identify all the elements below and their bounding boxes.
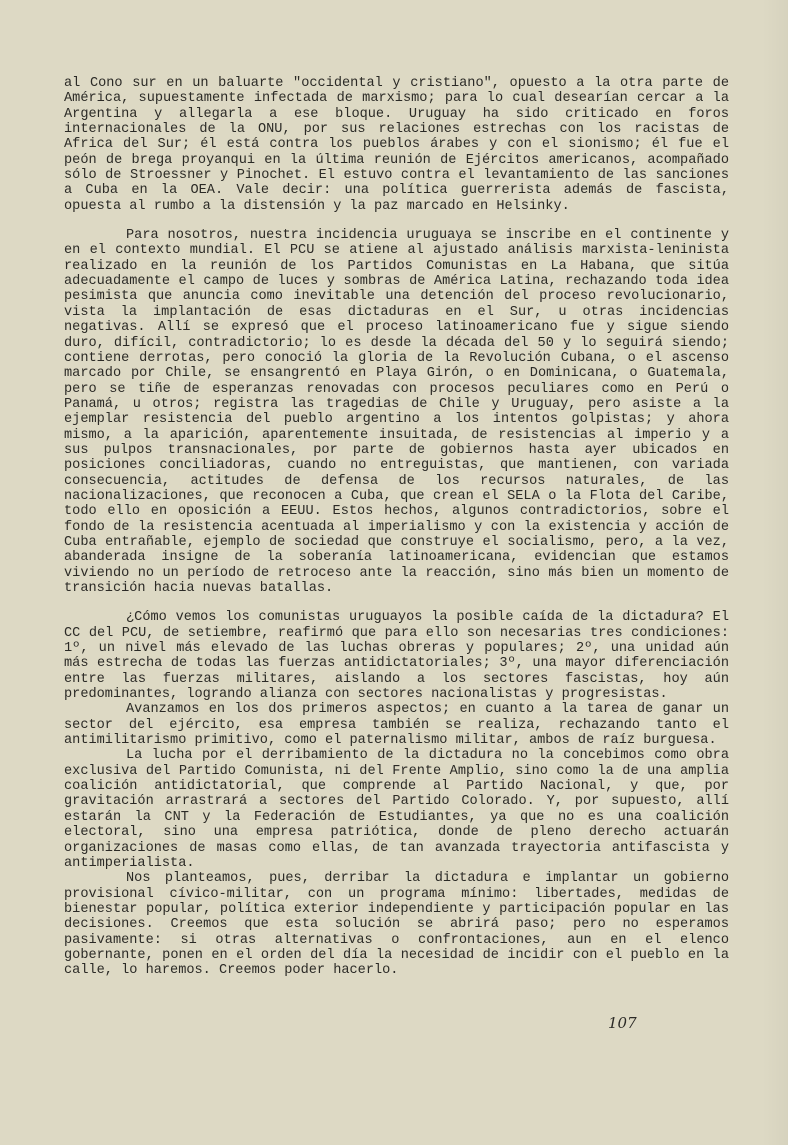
paragraph-4: Avanzamos en los dos primeros aspectos; en cuanto a la tarea de ganar un sector del ejército, esa empresa también se realiza, rechazando tanto el antimilitarismo primitivo, como el paternalismo militar, ambos de raíz burguesa. xyxy=(64,702,729,749)
paragraph-2: Para nosotros, nuestra incidencia uruguaya se inscribe en el continente y en el contexto mundial. El PCU se atiene al ajustado análisis marxista-leninista realizado en la reunión de los Partidos Comunistas en La Habana, que sitúa adecuadamente el campo de luces y sombras de América Latina, rechazando toda idea pesimista que anuncia como inevitable una detención del proceso revolucionario, vista la implantación de esas dictaduras en el Sur, u otras incidencias negativas. Allí se expresó que el proceso latinoamericano fue y sigue siendo duro, difícil, contradictorio; lo es desde la década del 50 y lo seguirá siendo; contiene derrotas, pero conoció la gloria de la Revolución Cubana, o el ascenso marcado por Chile, se ensangrentó en Playa Girón, o en Dominicana, o Guatemala, pero se tiñe de esperanzas renovadas con procesos peculiares como en Perú o Panamá, u otros; registra las tragedias de Chile y Uruguay, pero asiste a la ejemplar resistencia del pueblo argentino a los intentos golpistas; y ahora mismo, a la aparición, aparentemente insuitada, de resistencias al imperio y a sus pulpos transnacionales, por parte de gobiernos hasta ayer ubicados en posiciones conciliadoras, cuando no entreguistas, que mantienen, con variada consecuencia, actitudes de defensa de los recursos naturales, de las nacionalizaciones, que reconocen a Cuba, que crean el SELA o la Flota del Caribe, todo ello en oposición a EEUU. Estos hechos, algunos contradictorios, sobre el fondo de la resistencia acentuada al imperialismo y con la existencia y acción de Cuba entrañable, ejemplo de sociedad que construye el socialismo, pero, a la vez, abanderada insigne de la soberanía latinoamericana, evidencian que estamos viviendo no un período de retroceso ante la reacción, sino más bien un momento de transición hacia nuevas batallas. xyxy=(64,228,729,596)
paragraph-6: Nos planteamos, pues, derribar la dictadura e implantar un gobierno provisional cívico-militar, con un programa mínimo: libertades, medidas de bienestar popular, política exterior independiente y participación popular en las decisiones. Creemos que esta solución se abrirá paso; pero no esperamos pasivamente: si otras alternativas o confrontaciones, aun en el elenco gobernante, ponen en el orden del día la necesidad de incidir con el pueblo en la calle, lo haremos. Creemos poder hacerlo. xyxy=(64,871,729,979)
paragraph-3: ¿Cómo vemos los comunistas uruguayos la posible caída de la dictadura? El CC del PCU, de setiembre, reafirmó que para ello son necesarias tres condiciones: 1º, un nivel más elevado de las luchas obreras y populares; 2º, una unidad aún más estrecha de todas las fuerzas antidictatoriales; 3º, una mayor diferenciación entre las fuerzas militares, aislando a los sectores fascistas, hoy aún predominantes, logrando alianza con sectores nacionalistas y progresistas. xyxy=(64,610,729,703)
body-text xyxy=(64,76,729,979)
page-edge-shadow xyxy=(762,0,788,1145)
page-number: 107 xyxy=(608,1014,637,1032)
paragraph-1: al Cono sur en un baluarte "occidental y cristiano", opuesto a la otra parte de América, supuestamente infectada de marxismo; para lo cual desearían cercar a la Argentina y allegarla a ese bloque. Uruguay ha sido criticado en foros internacionales de la ONU, por sus relaciones estrechas con los racistas de Africa del Sur; él está contra los pueblos árabes y con el sionismo; él fue el peón de brega proyanqui en la última reunión de Ejércitos americanos, acompañado sólo de Stroessner y Pinochet. El estuvo contra el levantamiento de las sanciones a Cuba en la OEA. Vale decir: una política guerrerista además de fascista, opuesta al rumbo a la distensión y la paz marcado en Helsinky. xyxy=(64,76,729,214)
paragraph-5: La lucha por el derribamiento de la dictadura no la concebimos como obra exclusiva del Partido Comunista, ni del Frente Amplio, sino como la de una amplia coalición antidictatorial, que comprende al Partido Nacional, y que, por gravitación arrastrará a sectores del Partido Colorado. Y, por supuesto, allí estarán la CNT y la Federación de Estudiantes, ya que no es una coalición electoral, sino una empresa patriótica, donde de pleno derecho actuarán organizaciones de masas como ellas, de tan avanzada trayectoria antifascista y antimperialista. xyxy=(64,748,729,871)
